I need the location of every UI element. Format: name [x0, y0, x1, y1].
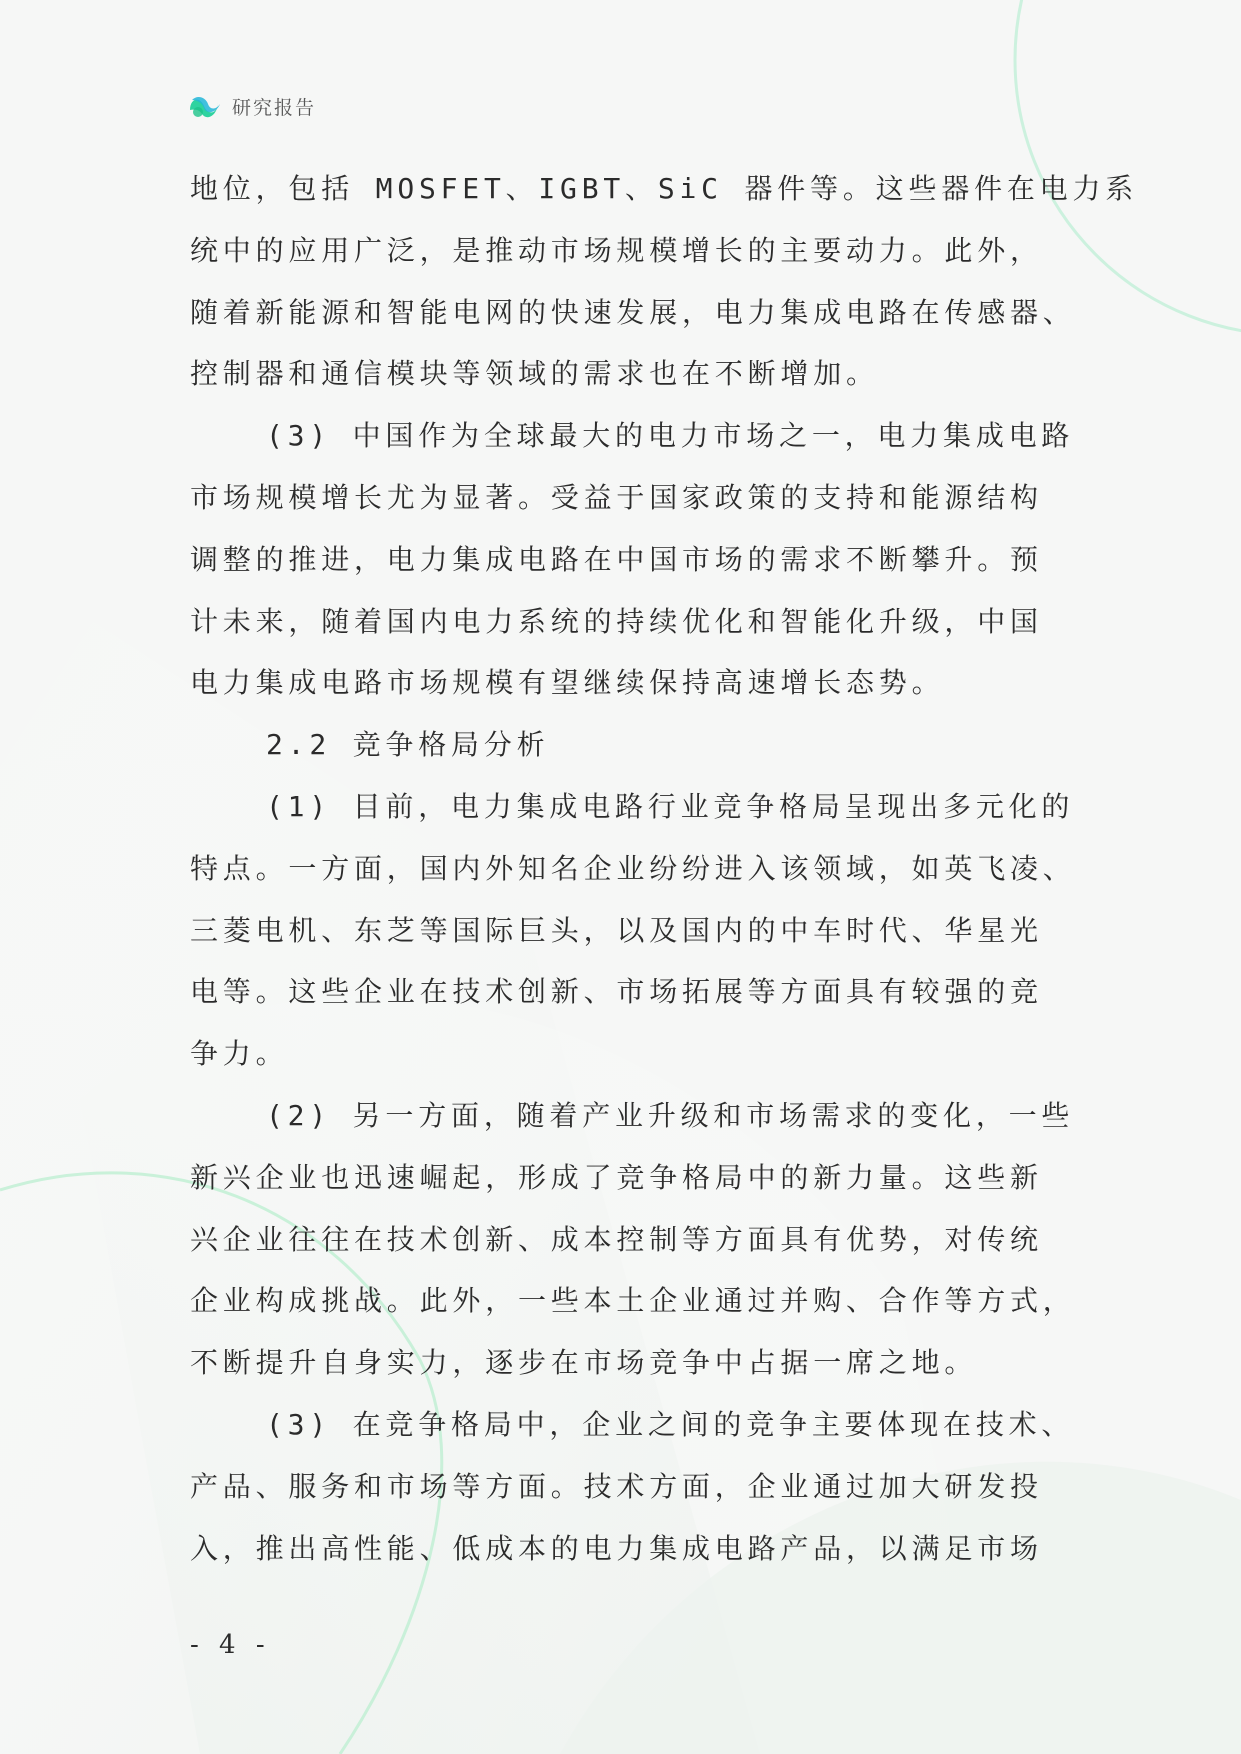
paragraph-start: (2) 另一方面，随着产业升级和市场需求的变化，一些	[266, 1098, 1075, 1132]
body-line: 特点。一方面，国内外知名企业纷纷进入该领域，如英飞凌、	[190, 851, 1076, 885]
body-line: 统中的应用广泛，是推动市场规模增长的主要动力。此外，	[190, 233, 1043, 267]
body-line: 计未来，随着国内电力系统的持续优化和智能化升级，中国	[190, 604, 1043, 638]
body-line: 产品、服务和市场等方面。技术方面，企业通过加大研发投	[190, 1469, 1043, 1503]
body-line: 地位，包括 MOSFET、IGBT、SiC 器件等。这些器件在电力系	[190, 172, 1139, 205]
page-number: - 4 -	[190, 1630, 271, 1660]
document-body	[190, 158, 1139, 1579]
report-header	[186, 88, 316, 124]
body-line: 控制器和通信模块等领域的需求也在不断增加。	[190, 357, 879, 391]
body-line: 争力。	[190, 1037, 289, 1071]
body-line: 企业构成挑战。此外，一些本土企业通过并购、合作等方式，	[190, 1284, 1076, 1318]
paragraph-start: (3) 在竞争格局中，企业之间的竞争主要体现在技术、	[266, 1407, 1075, 1441]
body-line: 新兴企业也迅速崛起，形成了竞争格局中的新力量。这些新	[190, 1160, 1043, 1194]
body-line: 兴企业往往在技术创新、成本控制等方面具有优势，对传统	[190, 1222, 1043, 1256]
body-line: 随着新能源和智能电网的快速发展，电力集成电路在传感器、	[190, 295, 1076, 329]
body-line: 调整的推进，电力集成电路在中国市场的需求不断攀升。预	[190, 542, 1043, 576]
body-line: 电等。这些企业在技术创新、市场拓展等方面具有较强的竞	[190, 975, 1043, 1009]
paragraph-start: (3) 中国作为全球最大的电力市场之一，电力集成电路	[266, 419, 1075, 453]
section-heading: 2.2 竞争格局分析	[266, 728, 550, 762]
brand-logo-icon	[186, 88, 222, 124]
body-line: 市场规模增长尤为显著。受益于国家政策的支持和能源结构	[190, 480, 1043, 514]
header-title: 研究报告	[232, 96, 317, 119]
body-line: 三菱电机、东芝等国际巨头，以及国内的中车时代、华星光	[190, 913, 1043, 947]
body-line: 入，推出高性能、低成本的电力集成电路产品，以满足市场	[190, 1531, 1043, 1565]
body-line: 不断提升自身实力，逐步在市场竞争中占据一席之地。	[190, 1346, 978, 1380]
paragraph-start: (1) 目前，电力集成电路行业竞争格局呈现出多元化的	[266, 789, 1075, 823]
body-line: 电力集成电路市场规模有望继续保持高速增长态势。	[190, 666, 945, 700]
